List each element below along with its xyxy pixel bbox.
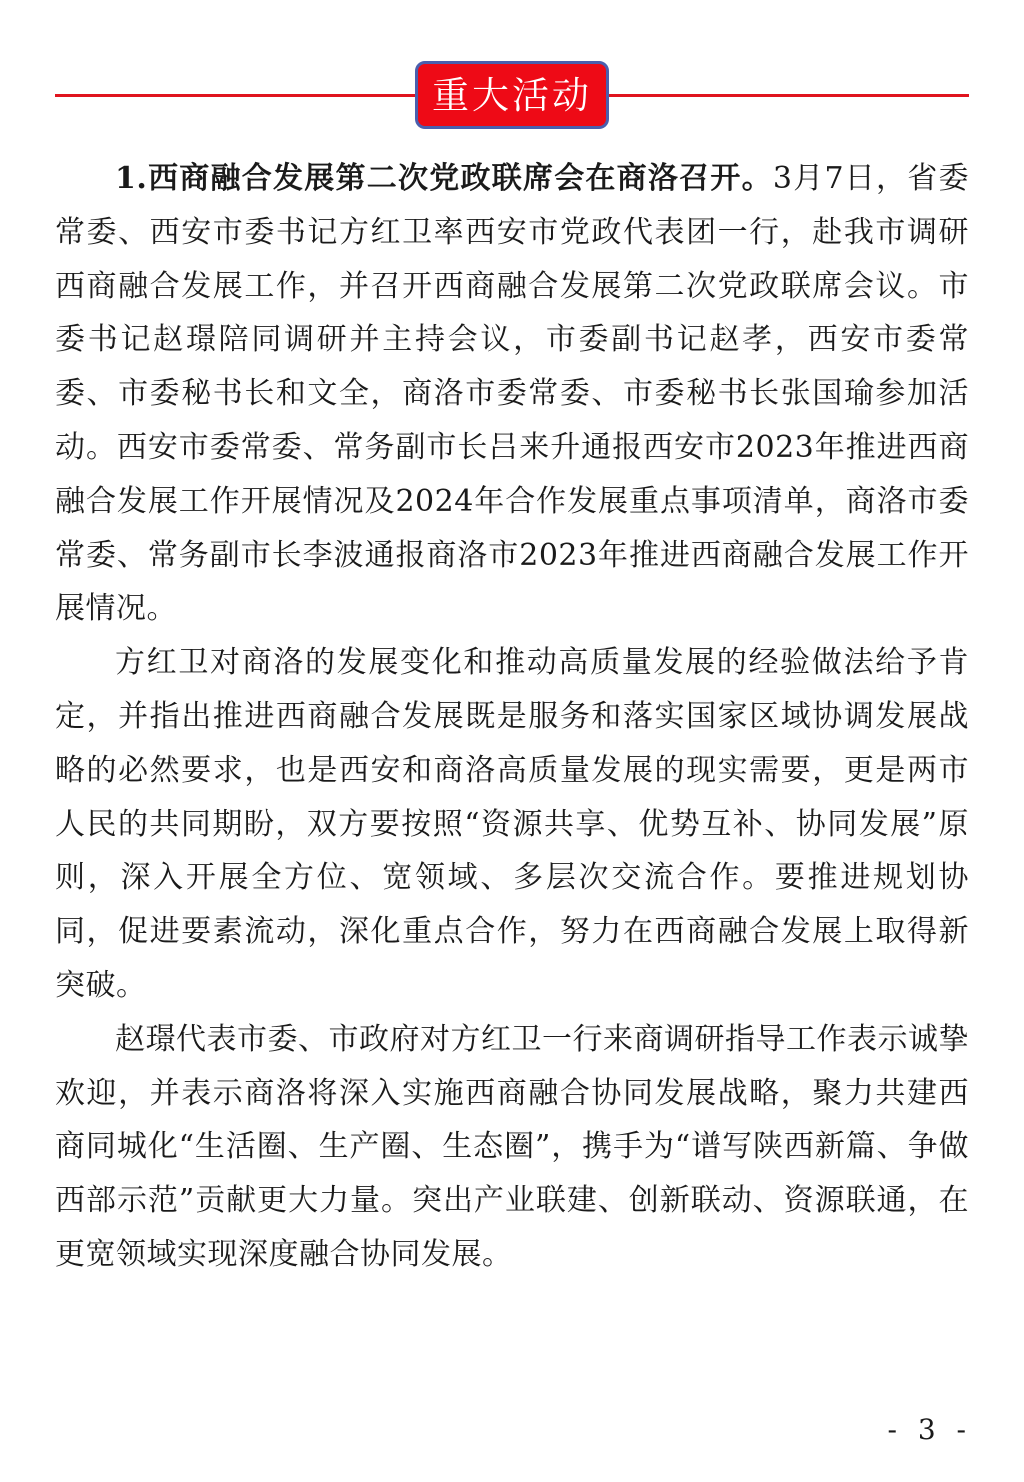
section-label-badge — [415, 61, 609, 129]
article-paragraph-1 — [55, 152, 969, 636]
article-paragraph-2: 方红卫对商洛的发展变化和推动高质量发展的经验做法给予肯定，并指出推进西商融合发展既是服务和落实国家区域协调发展战略的必然要求，也是西安和商洛高质量发展的现实需要，更是两市人民的共同期盼，双方要按照“资源共享、优势互补、协同发展”原则，深入开展全方位、宽领域、多层次交流合作。要推进规划协同，促进要素流动，深化重点合作，努力在西商融合发展上取得新突破。 — [55, 645, 969, 1003]
paragraph-1-text: 3月7日，省委常委、西安市委书记方红卫率西安市党政代表团一行，赴我市调研西商融合发展工作，并召开西商融合发展第二次党政联席会议。市委书记赵璟陪同调研并主持会议，市委副书记赵孝，西安市委常委、市委秘书长和文全，商洛市委常委、市委秘书长张国瑜参加活动。西安市委常委、常务副市长吕来升通报西安市2023年推进西商融合发展工作开展情况及2024年合作发展重点事项清单，商洛市委常委、常务副市长李波通报商洛市2023年推进西商融合发展工作开展情况。 — [55, 161, 969, 627]
article-paragraph-3: 赵璟代表市委、市政府对方红卫一行来商调研指导工作表示诚挚欢迎，并表示商洛将深入实施西商融合协同发展战略，聚力共建西商同城化“生活圈、生产圈、生态圈”，携手为“谱写陕西新篇、争做西部示范”贡献更大力量。突出产业联建、创新联动、资源联通，在更宽领域实现深度融合协同发展。 — [55, 1021, 969, 1272]
section-label: 重大活动 — [432, 73, 592, 117]
page-number: - 3 - — [887, 1413, 972, 1446]
lead-title: 西商融合发展第二次党政联席会在商洛召开。 — [147, 161, 773, 196]
article-body — [55, 152, 969, 1282]
lead-item-number: 1. — [115, 161, 148, 196]
